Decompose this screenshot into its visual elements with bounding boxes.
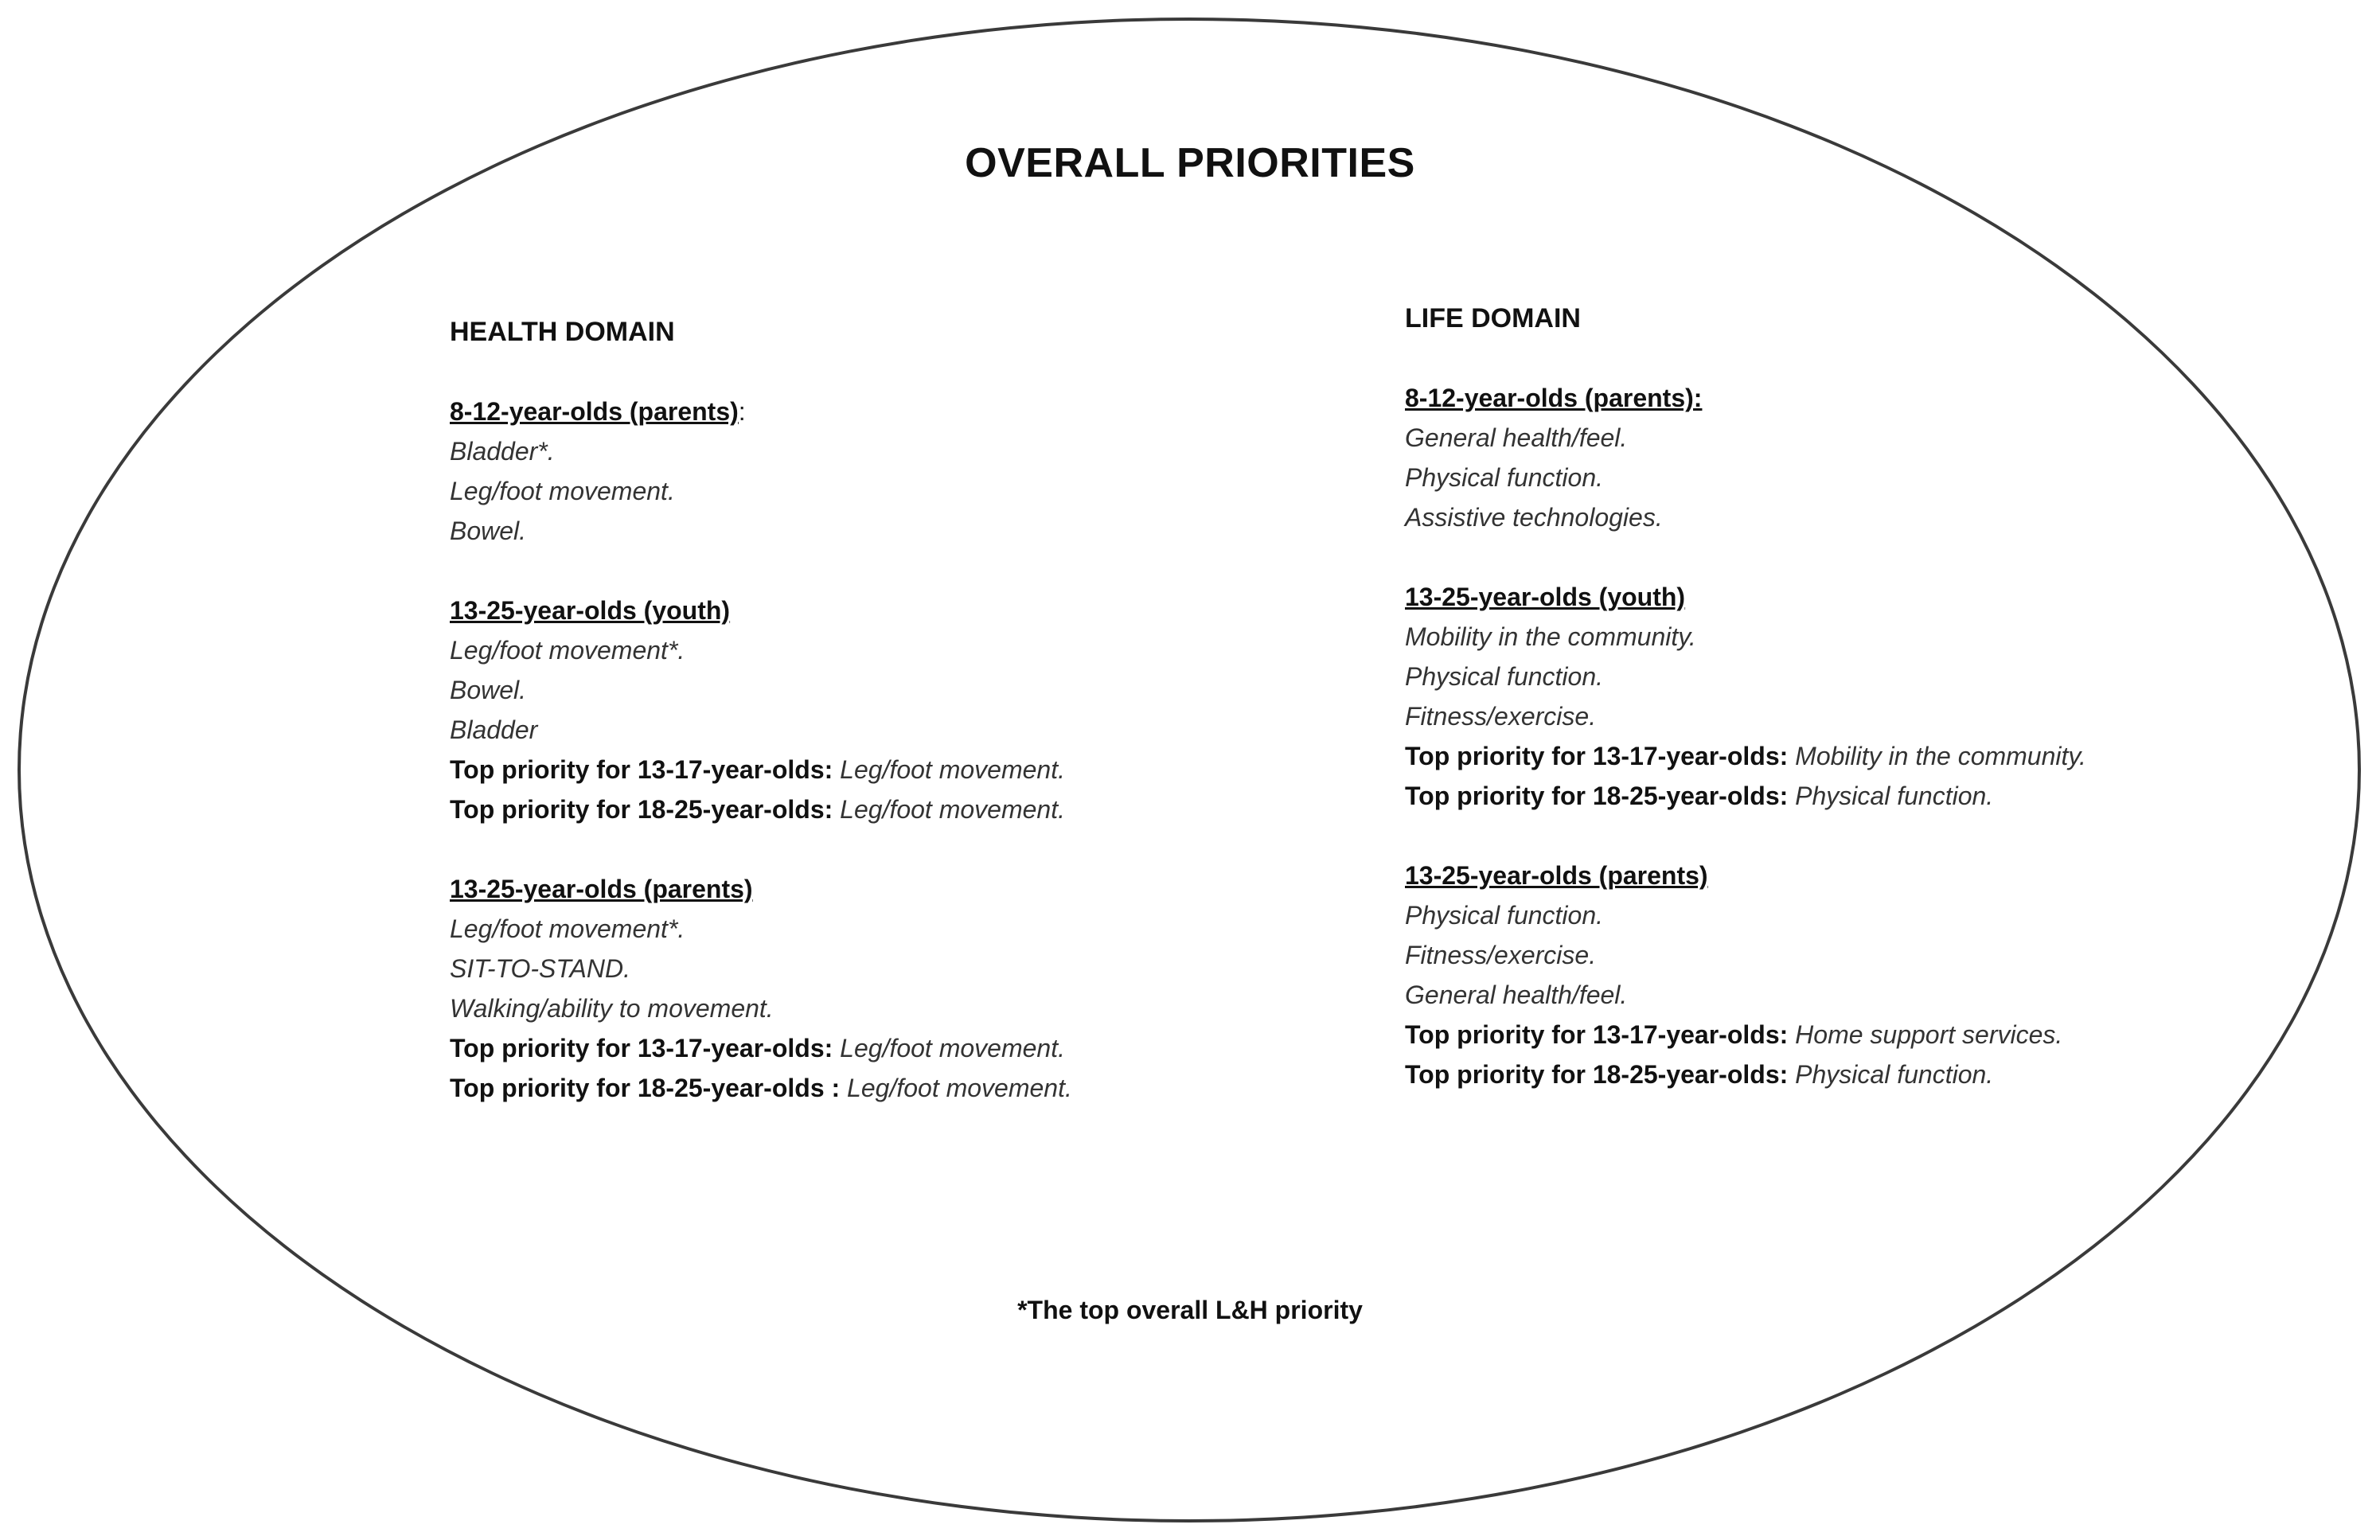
group-heading <box>450 591 1365 630</box>
top-priority-row <box>1405 1055 2320 1094</box>
group-heading <box>1405 577 2320 617</box>
diagram-title: OVERALL PRIORITIES <box>965 140 1415 186</box>
group-title: 8-12-year-olds (parents) <box>450 397 739 426</box>
life-group-8-12-parents <box>1405 378 2320 537</box>
priority-item: Bowel. <box>450 676 527 704</box>
life-domain-heading: LIFE DOMAIN <box>1405 303 1581 333</box>
top-priority-label: Top priority for 18-25-year-olds: <box>1405 1060 1789 1089</box>
top-priority-row <box>1405 736 2320 776</box>
priority-item: Assistive technologies. <box>1405 503 1663 532</box>
priority-item: Mobility in the community. <box>1405 622 1696 651</box>
health-group-13-25-parents <box>450 869 1365 1108</box>
priority-item: Physical function. <box>1405 662 1604 691</box>
life-group-13-25-youth <box>1405 577 2320 816</box>
priority-item: Physical function. <box>1405 463 1604 492</box>
top-priority-label: Top priority for 13-17-year-olds: <box>1405 1020 1789 1049</box>
group-title: 13-25-year-olds (parents) <box>1405 861 1708 890</box>
group-title: 13-25-year-olds (parents) <box>450 875 753 903</box>
group-heading <box>450 392 1365 431</box>
top-priority-value: Physical function. <box>1795 782 1994 810</box>
top-priority-value: Physical function. <box>1795 1060 1994 1089</box>
top-priority-label: Top priority for 13-17-year-olds: <box>450 1034 833 1062</box>
priority-item: Walking/ability to movement. <box>450 994 774 1023</box>
priority-item: Physical function. <box>1405 901 1604 930</box>
top-priority-label: Top priority for 13-17-year-olds: <box>1405 742 1789 770</box>
priority-item: Bowel. <box>450 517 527 545</box>
top-priority-label: Top priority for 13-17-year-olds: <box>450 755 833 784</box>
life-group-13-25-parents <box>1405 856 2320 1094</box>
top-priority-label: Top priority for 18-25-year-olds: <box>1405 782 1789 810</box>
priority-item: Leg/foot movement. <box>450 477 675 505</box>
top-priority-value: Leg/foot movement. <box>840 755 1065 784</box>
health-group-13-25-youth <box>450 591 1365 829</box>
group-title: 13-25-year-olds (youth) <box>450 596 731 625</box>
top-priority-value: Home support services. <box>1795 1020 2063 1049</box>
priority-item: Fitness/exercise. <box>1405 702 1597 731</box>
group-heading <box>450 869 1365 909</box>
priority-item: Leg/foot movement*. <box>450 636 685 665</box>
priority-item: Bladder*. <box>450 437 555 466</box>
top-priority-row <box>450 1068 1365 1108</box>
priority-item: Leg/foot movement*. <box>450 914 685 943</box>
top-priority-row <box>450 789 1365 829</box>
top-priority-value: Leg/foot movement. <box>840 1034 1065 1062</box>
footnote: *The top overall L&H priority <box>1017 1296 1363 1324</box>
group-heading <box>1405 378 2320 418</box>
priority-item: SIT-TO-STAND. <box>450 954 630 983</box>
priority-item: Bladder <box>450 715 538 744</box>
top-priority-value: Leg/foot movement. <box>847 1074 1072 1102</box>
health-domain-heading: HEALTH DOMAIN <box>450 317 675 347</box>
priority-item: General health/feel. <box>1405 981 1628 1009</box>
health-group-8-12-parents <box>450 392 1365 551</box>
top-priority-row <box>1405 776 2320 816</box>
group-title: 13-25-year-olds (youth) <box>1405 583 1686 611</box>
top-priority-value: Mobility in the community. <box>1795 742 2086 770</box>
top-priority-label: Top priority for 18-25-year-olds: <box>450 795 833 824</box>
top-priority-row <box>450 1028 1365 1068</box>
top-priority-row <box>1405 1015 2320 1055</box>
life-domain-column <box>1405 298 2320 1134</box>
priority-item: Fitness/exercise. <box>1405 941 1597 969</box>
group-title: 8-12-year-olds (parents): <box>1405 384 1703 412</box>
priority-item: General health/feel. <box>1405 423 1628 452</box>
top-priority-value: Leg/foot movement. <box>840 795 1065 824</box>
group-heading <box>1405 856 2320 895</box>
top-priority-label: Top priority for 18-25-year-olds : <box>450 1074 841 1102</box>
group-title-suffix: : <box>738 397 746 426</box>
health-domain-column <box>450 312 1365 1148</box>
top-priority-row <box>450 750 1365 789</box>
